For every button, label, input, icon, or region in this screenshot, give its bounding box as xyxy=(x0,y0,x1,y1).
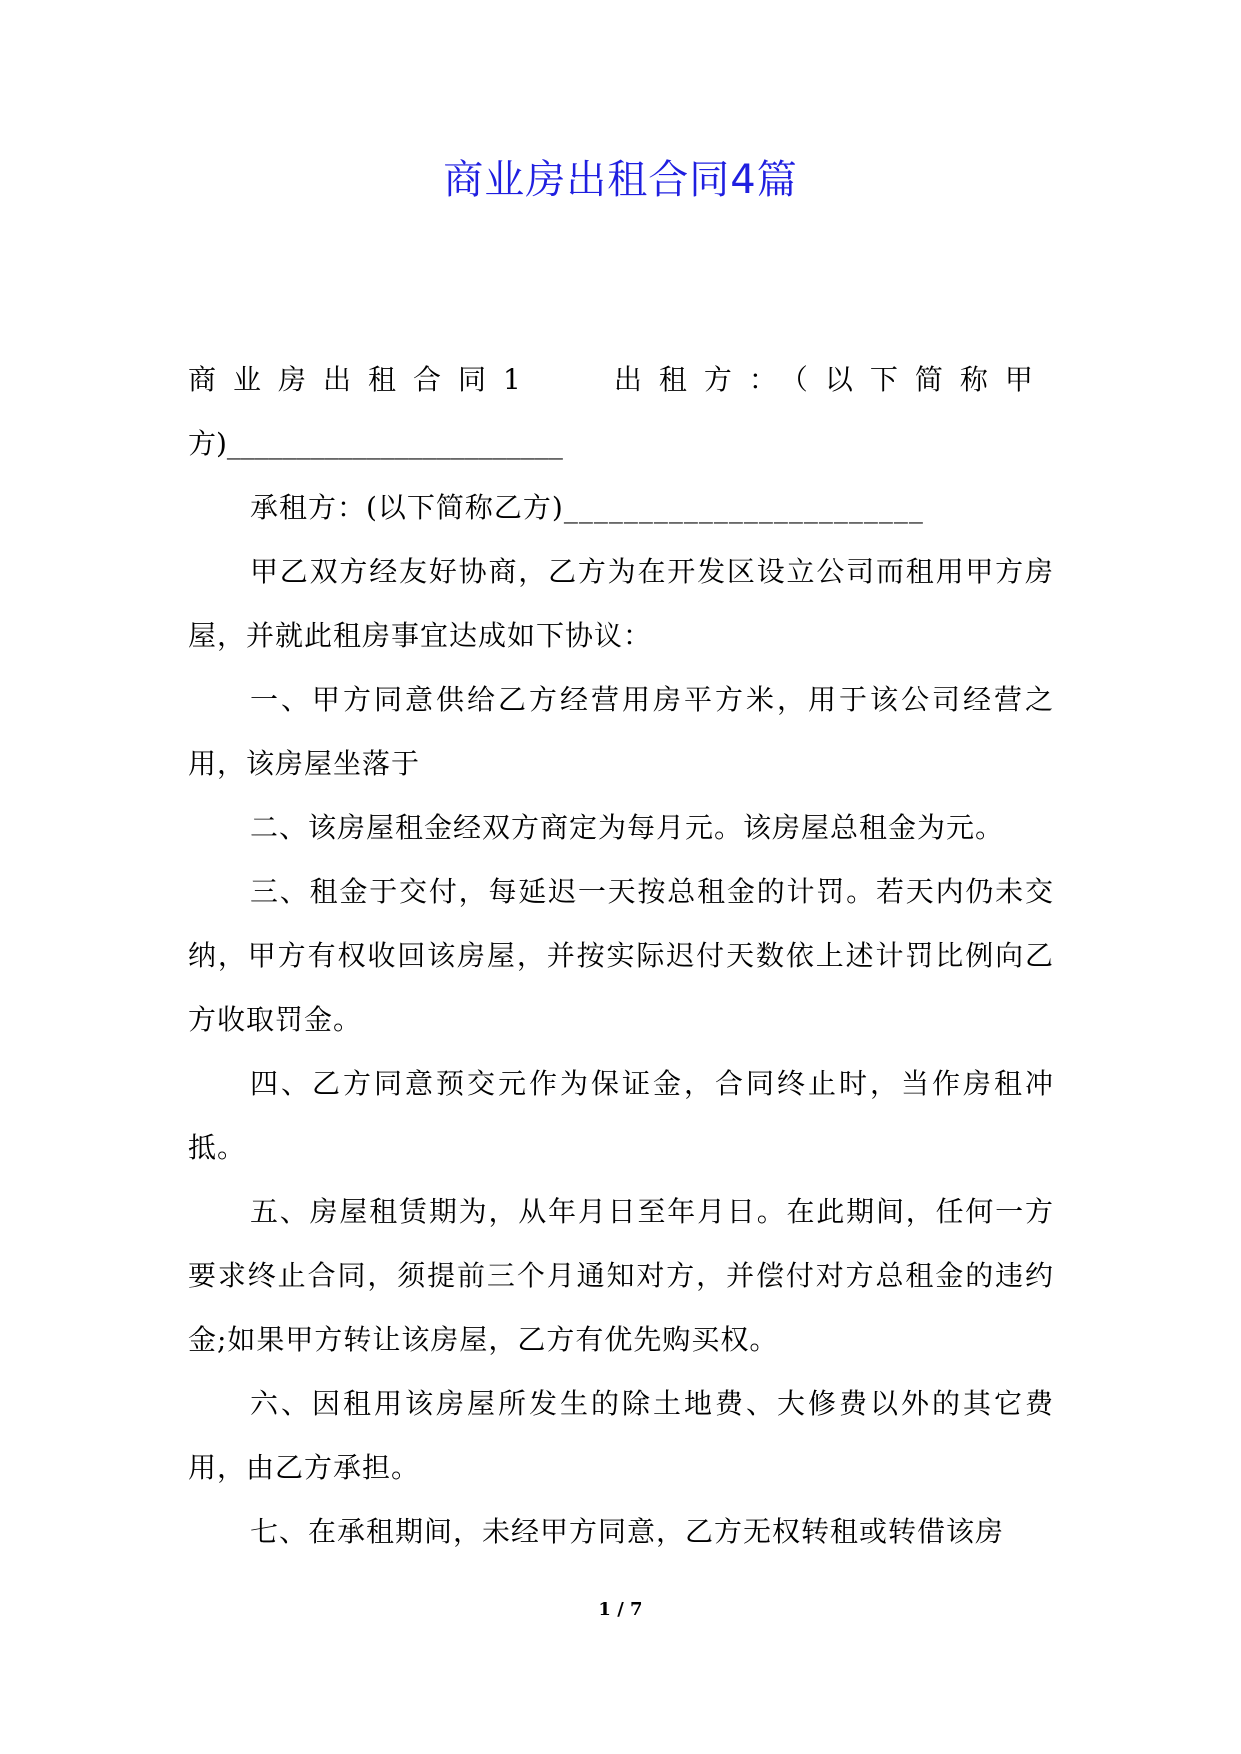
paragraph-clause-5: 五、房屋租赁期为，从年月日至年月日。在此期间，任何一方要求终止合同，须提前三个月通知对方，并偿付对方总租金的违约金;如果甲方转让该房屋，乙方有优先购买权。 xyxy=(188,1195,1054,1356)
lessor-blank: 方)________________________ xyxy=(188,427,563,460)
document-title: 商业房出租合同4篇 xyxy=(443,157,798,203)
paragraph-clause-4: 四、乙方同意预交元作为保证金，合同终止时，当作房租冲抵。 xyxy=(188,1067,1054,1164)
paragraph-clause-7: 七、在承租期间，未经甲方同意，乙方无权转租或转借该房 xyxy=(250,1515,1005,1548)
paragraph-lessee: 承租方：(以下简称乙方)________________________ xyxy=(250,491,924,524)
paragraph-clause-3: 三、租金于交付，每延迟一天按总租金的计罚。若天内仍未交纳，甲方有权收回该房屋，并按实际迟付天数依上述计罚比例向乙方收取罚金。 xyxy=(188,875,1054,1036)
paragraph-clause-1: 一、甲方同意供给乙方经营用房平方米，用于该公司经营之用，该房屋坐落于 xyxy=(188,683,1054,780)
paragraph-clause-2: 二、该房屋租金经双方商定为每月元。该房屋总租金为元。 xyxy=(250,811,1005,844)
paragraph-clause-6: 六、因租用该房屋所发生的除土地费、大修费以外的其它费用，由乙方承担。 xyxy=(188,1387,1054,1484)
section-label: 商业房出租合同1 xyxy=(188,363,538,396)
paragraph-intro: 甲乙双方经友好协商，乙方为在开发区设立公司而租用甲方房屋，并就此租房事宜达成如下协议： xyxy=(188,555,1054,652)
lessor-label: 出租方：（以下简称甲 xyxy=(613,363,1050,396)
document-body xyxy=(188,348,1054,1564)
heading-paragraph xyxy=(188,348,1054,476)
page-number: 1 / 7 xyxy=(598,1599,643,1620)
